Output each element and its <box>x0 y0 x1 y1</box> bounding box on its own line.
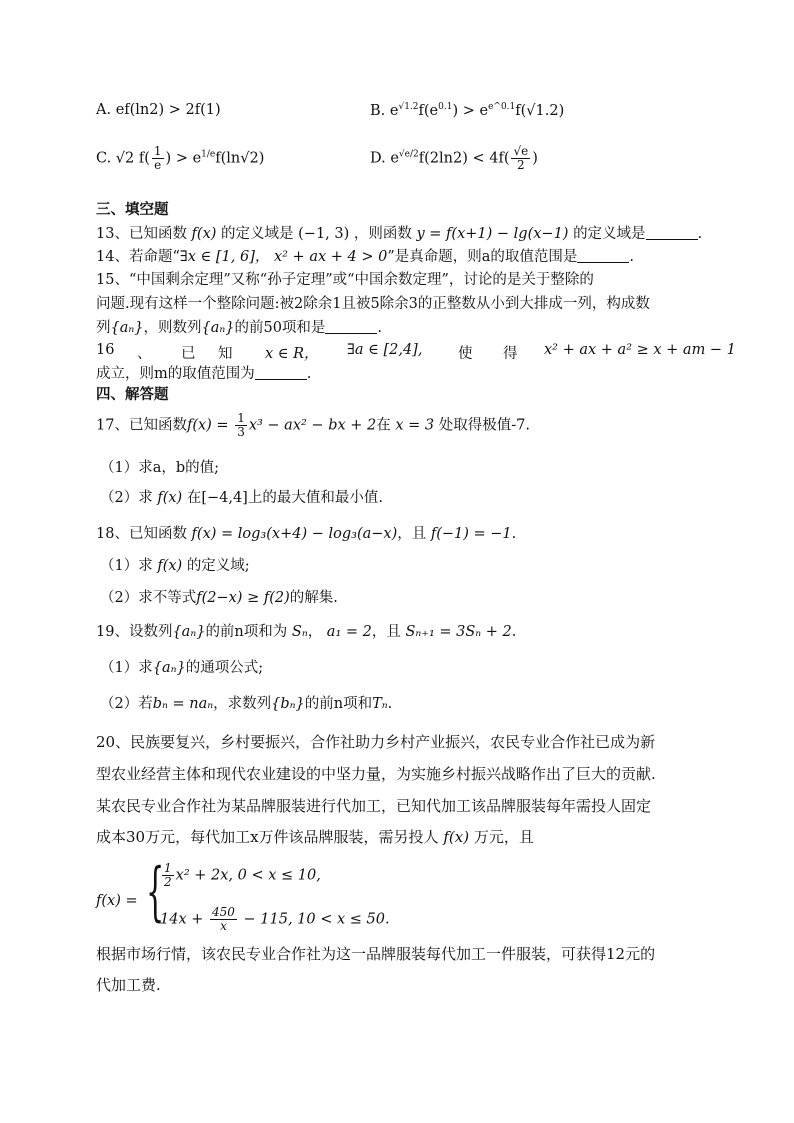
question-13: 13、已知函数 f(x) 的定义域是 (−1, 3) ，则函数 y = f(x+1) − lg(x−1) 的定义域是 . <box>96 226 703 242</box>
answer-blank[interactable] <box>255 365 307 380</box>
question-15-line3: 列{aₙ}，则数列{aₙ}的前50项和是 . <box>96 320 383 336</box>
question-16-num: 16 <box>96 342 115 358</box>
question-18-part2: （2）求不等式f(2−x) ≥ f(2)的解集. <box>100 590 338 606</box>
question-16-word: 得 <box>503 346 518 362</box>
question-20-line5: 根据市场行情，该农民专业合作社为这一品牌服装每代加工一件服装，可获得12元的 <box>96 945 656 963</box>
answer-blank[interactable] <box>577 248 629 263</box>
question-17: 17、已知函数f(x) = $\frac{1}{3}$ x³ − ax² − bx + 2在 x = 3 处取得极值-7. <box>96 411 530 439</box>
question-16-word: 使 <box>458 346 473 362</box>
section-heading-solutions: 四、解答题 <box>96 386 169 403</box>
question-16-exists: ∃a ∈ [2,4], <box>347 342 423 358</box>
question-20-line3: 某农民专业合作社为某品牌服装进行代加工，已知代加工该品牌服装每年需投人固定 <box>96 797 652 815</box>
question-16-word: 知 <box>218 346 233 362</box>
answer-blank[interactable] <box>325 319 377 334</box>
question-20-line4: 成本30万元，每代加工x万件该品牌服装，需另投人 f(x) 万元，且 <box>96 828 534 846</box>
question-19-part1: （1）求{aₙ}的通项公式; <box>100 660 264 676</box>
answer-blank[interactable] <box>646 225 698 240</box>
question-15-line2: 问题.现有这样一个整除问题:被2除余1且被5除余3的正整数从小到大排成一列，构成数 <box>96 296 650 312</box>
option-d: D. $e^{√e/2}f(2\ln 2) < 4f$( $\frac{√e}{2}$ ) <box>370 144 538 172</box>
question-20-line2: 型农业经营主体和现代农业建设的中坚力量，为实施乡村振兴战略作出了巨大的贡献. <box>96 765 656 783</box>
question-16-line2: 成立，则m的取值范围为 . <box>96 366 312 382</box>
piecewise-case-2: 14x + $\frac{450}{x}$ − 115, 10 < x ≤ 50. <box>160 905 390 933</box>
piecewise-fx: f(x) = <box>96 893 138 909</box>
question-18-part1: （1）求 f(x) 的定义域; <box>100 558 250 574</box>
option-c: C. √2 f( $\frac{1}{e}$ ) > $e^{1/e}f(\ln√2)$ <box>96 144 265 172</box>
question-16-sep: 、 <box>137 346 152 362</box>
question-16-x: x ∈ R， <box>265 346 319 362</box>
option-b: B. $e^{√1.2}f(e^{0.1}) > e^{e\^{}0.1}f(√1.2)$ <box>370 102 565 119</box>
question-17-part2: （2）求 f(x) 在[−4,4]上的最大值和最小值. <box>100 490 383 506</box>
question-17-part1: （1）求a，b的值; <box>100 460 220 476</box>
option-a: A. ef(ln2) > 2f(1) <box>96 102 221 118</box>
question-19-part2: （2）若bₙ = naₙ，求数列{bₙ}的前n项和Tₙ. <box>100 696 393 712</box>
question-16-ineq: x² + ax + a² ≥ x + am − 1 <box>544 342 736 358</box>
section-heading-fill-blank: 三、填空题 <box>96 201 169 218</box>
question-14: 14、若命题“∃x ∈ [1, 6]， x² + ax + 4 > 0”是真命题，则a的取值范围是 . <box>96 249 635 265</box>
piecewise-brace: { <box>146 855 165 929</box>
question-19: 19、设数列{aₙ}的前n项和为 Sₙ， a₁ = 2，且 Sₙ₊₁ = 3Sₙ + 2. <box>96 624 517 640</box>
question-15-line1: 15、“中国剩余定理”又称“孙子定理”或“中国余数定理”，讨论的是关于整除的 <box>96 272 594 288</box>
question-20-line6: 代加工费. <box>96 976 161 994</box>
question-16-word: 已 <box>181 346 196 362</box>
piecewise-case-1: $\frac{1}{2}$ x² + 2x, 0 < x ≤ 10, <box>164 861 321 889</box>
question-18: 18、已知函数 f(x) = log₃(x+4) − log₃(a−x)，且 f(−1) = −1. <box>96 526 517 542</box>
question-20-line1: 20、民族要复兴，乡村要振兴，合作社助力乡村产业振兴，农民专业合作社已成为新 <box>96 733 656 751</box>
